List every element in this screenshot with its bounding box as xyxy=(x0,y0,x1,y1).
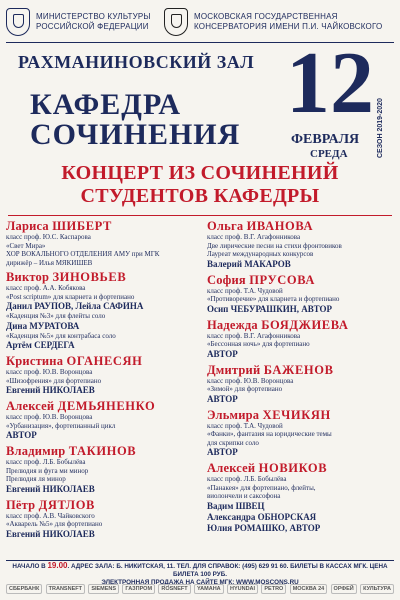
ministry-emblem-icon xyxy=(6,8,30,36)
performer: Данил РАУПОВ, Лейла САФИНА xyxy=(6,301,144,311)
work-info: «Шизофрения» для фортепиано xyxy=(6,376,102,385)
department-line-2: СОЧИНЕНИЯ xyxy=(30,118,241,151)
work-info: класс проф. Т.А. Чудовой xyxy=(207,421,283,430)
composer-name xyxy=(6,219,201,233)
work-info: класс проф. Ю.В. Воронцова xyxy=(6,368,93,376)
sponsor-logo: ОРФЕЙ xyxy=(331,584,357,594)
composer-first-name: Пётр xyxy=(6,497,36,512)
sponsor-logos xyxy=(6,582,394,596)
performer: АВТОР xyxy=(6,430,37,440)
composer-entry xyxy=(6,444,201,495)
hall-name: РАХМАНИНОВСКИЙ ЗАЛ xyxy=(18,52,255,72)
composer-name xyxy=(207,273,397,287)
department-line-1: КАФЕДРА xyxy=(30,88,182,121)
program-left-column xyxy=(6,219,201,543)
performer: АВТОР xyxy=(207,393,238,404)
composer-entry xyxy=(207,461,397,534)
performer: Осип ЧЕБУРАШКИН, АВТОР xyxy=(207,303,332,314)
composer-entry xyxy=(207,273,397,315)
work-info: ХОР ВОКАЛЬНОГО ОТДЕЛЕНИЯ АМУ при МГК xyxy=(6,250,160,258)
composer-last-name: ТАКИНОВ xyxy=(68,444,137,458)
concert-day: 12 xyxy=(286,35,374,132)
work-info: дирижёр – Илья МЯКИШЕВ xyxy=(6,258,93,267)
composer-name xyxy=(6,399,201,413)
concert-weekday: СРЕДА xyxy=(310,148,348,160)
program-right-column xyxy=(207,219,397,537)
work-info: «Каденция №5» для контрабаса соло xyxy=(6,331,116,340)
composer-last-name: ЗИНОВЬЕВ xyxy=(52,270,127,284)
work-info: «Урбанизация», фортепианный цикл xyxy=(6,421,116,430)
concert-title-line-1: КОНЦЕРТ ИЗ СОЧИНЕНИЙ xyxy=(61,162,339,184)
performer: Валерий МАКАРОВ xyxy=(207,258,291,269)
work-info: класс проф. В.Г. Агафонникова xyxy=(207,233,301,241)
conservatory-emblem-icon xyxy=(164,8,188,36)
performer: Артём СЕРДЕГА xyxy=(6,340,75,350)
performer: Александра ОБНОРСКАЯ xyxy=(207,511,317,522)
ministry-name: МИНИСТЕРСТВО КУЛЬТУРЫ РОССИЙСКОЙ ФЕДЕРАЦИИ xyxy=(36,12,151,31)
concert-month: ФЕВРАЛЯ xyxy=(291,132,360,147)
composer-first-name: София xyxy=(207,272,246,287)
work-info: «Акварель №5» для фортепиано xyxy=(6,520,103,528)
sponsor-logo: ГАЗПРОМ xyxy=(122,584,155,594)
start-label: НАЧАЛО В xyxy=(12,563,46,570)
sponsor-logo: SIEMENS xyxy=(88,584,119,594)
composer-last-name: ОГАНЕСЯН xyxy=(66,354,143,368)
composer-first-name: Дмитрий xyxy=(207,362,261,377)
footer-line-2: ЭЛЕКТРОННАЯ ПРОДАЖА НА САЙТЕ МГК: WWW.MOSCONS.RU xyxy=(101,579,299,586)
work-info: Лауреат международных конкурсов xyxy=(207,250,314,258)
composer-entry xyxy=(6,399,201,441)
work-info: «Фанки», фантазия на юридические темы xyxy=(207,430,332,438)
footer-line-1 xyxy=(6,562,394,579)
composer-first-name: Ольга xyxy=(207,219,244,233)
composer-first-name: Лариса xyxy=(6,219,49,233)
composer-last-name: ДЯТЛОВ xyxy=(38,497,95,512)
composer-entry xyxy=(6,498,201,540)
title-divider xyxy=(8,215,392,216)
composer-entry xyxy=(207,408,397,459)
work-info: класс проф. Л.Б. Бобылёва xyxy=(207,475,287,483)
performer: АВТОР xyxy=(207,348,238,359)
work-info: Прелюдия ля минор xyxy=(6,475,66,483)
sponsor-logo: HYUNDAI xyxy=(227,584,258,594)
work-info: Прелюдия и фуга ми минор xyxy=(6,466,89,475)
concert-title xyxy=(0,162,400,208)
start-time: 19.00 xyxy=(47,561,68,570)
composer-entry xyxy=(207,318,397,360)
composer-entry xyxy=(207,363,397,405)
performer: Евгений НИКОЛАЕВ xyxy=(6,483,95,494)
sponsor-logo: МОСКВА 24 xyxy=(290,584,328,594)
composer-entry xyxy=(207,219,397,270)
composer-last-name: ПРУСОВА xyxy=(249,272,315,287)
sponsor-logo: КУЛЬТУРА xyxy=(360,584,394,594)
composer-name xyxy=(207,219,397,233)
season-label: СЕЗОН 2019-2020 xyxy=(377,98,384,158)
work-info: класс проф. Ю.С. Каспарова xyxy=(6,233,91,241)
sponsor-logo: YAMAHA xyxy=(194,584,224,594)
work-info: класс проф. А.В. Чайковского xyxy=(6,511,95,520)
composer-last-name: БОЯДЖИЕВА xyxy=(261,317,349,332)
work-info: класс проф. А.А. Кобякова xyxy=(6,284,86,292)
composer-first-name: Кристина xyxy=(6,354,64,368)
composer-last-name: НОВИКОВ xyxy=(258,461,328,475)
work-info: «Противоречие» для кларнета и фортепиано xyxy=(207,295,340,303)
sponsor-logo: TRANSNEFT xyxy=(46,584,85,594)
composer-first-name: Надежда xyxy=(207,317,258,332)
sponsor-logo: PETRO xyxy=(261,584,286,594)
composer-last-name: ИВАНОВА xyxy=(246,219,314,233)
composer-name xyxy=(207,363,397,377)
composer-name xyxy=(207,318,397,332)
performer: Вадим ШВЕЦ xyxy=(207,500,265,511)
composer-last-name: ДЕМЬЯНЕНКО xyxy=(57,399,156,413)
work-info: класс проф. Л.Б. Бобылёва xyxy=(6,458,86,466)
composer-name xyxy=(6,498,201,512)
composer-first-name: Алексей xyxy=(207,461,256,475)
work-info: «Post scriptum» для кларнета и фортепиано xyxy=(6,292,135,301)
composer-first-name: Виктор xyxy=(6,270,50,284)
composer-first-name: Владимир xyxy=(6,444,66,458)
composer-last-name: ХЕЧИКЯН xyxy=(262,407,331,422)
work-info: «Панакея» для фортепиано, флейты, xyxy=(207,483,316,492)
work-info: виолончели и саксофона xyxy=(207,492,281,500)
composer-entry xyxy=(6,219,201,267)
department-title xyxy=(30,90,240,150)
composer-entry xyxy=(6,270,201,351)
sponsor-logo: ROSNEFT xyxy=(158,584,190,594)
work-info: класс проф. Т.А. Чудовой xyxy=(207,286,283,295)
composer-name xyxy=(6,354,201,368)
work-info: класс проф. В.Г. Агафонникова xyxy=(207,331,301,340)
composer-name xyxy=(207,461,397,475)
concert-title-line-2: СТУДЕНТОВ КАФЕДРЫ xyxy=(80,185,320,207)
work-info: класс проф. Ю.В. Воронцова xyxy=(6,413,93,421)
work-info: «Каденция №3» для флейты соло xyxy=(6,312,106,320)
address-line: . АДРЕС ЗАЛА: Б. НИКИТСКАЯ, 11. ТЕЛ. ДЛЯ СПРАВОК: (495) 629 91 60. БИЛЕТЫ В КАССАХ МГК. ЦЕНА БИЛЕТА 100 РУБ. xyxy=(67,563,388,578)
composer-first-name: Эльмира xyxy=(207,407,260,422)
composer-last-name: БАЖЕНОВ xyxy=(263,362,334,377)
conservatory-name: МОСКОВСКАЯ ГОСУДАРСТВЕННАЯ КОНСЕРВАТОРИЯ ИМЕНИ П.И. ЧАЙКОВСКОГО xyxy=(194,12,383,31)
performer: АВТОР xyxy=(207,447,238,457)
composer-name xyxy=(6,270,201,284)
work-info: «Бессонная ночь» для фортепиано xyxy=(207,340,310,348)
sponsor-logo: СБЕРБАНК xyxy=(6,584,42,594)
composer-first-name: Алексей xyxy=(6,399,55,413)
work-info: класс проф. Ю.В. Воронцова xyxy=(207,376,294,385)
work-info: «Зимой» для фортепиано xyxy=(207,385,283,393)
performer: Евгений НИКОЛАЕВ xyxy=(6,385,95,395)
composer-entry xyxy=(6,354,201,396)
composer-last-name: ШИБЕРТ xyxy=(52,219,112,233)
work-info: для скрипки соло xyxy=(207,438,259,447)
performer: Юлия РОМАШКО, АВТОР xyxy=(207,522,321,533)
performer: Дина МУРАТОВА xyxy=(6,320,80,331)
composer-name xyxy=(207,408,397,422)
composer-name xyxy=(6,444,201,458)
work-info: «Свет Мира» xyxy=(6,241,46,250)
performer: Евгений НИКОЛАЕВ xyxy=(6,528,95,539)
work-info: Две лирические песни на стихи фронтовиков xyxy=(207,241,342,250)
